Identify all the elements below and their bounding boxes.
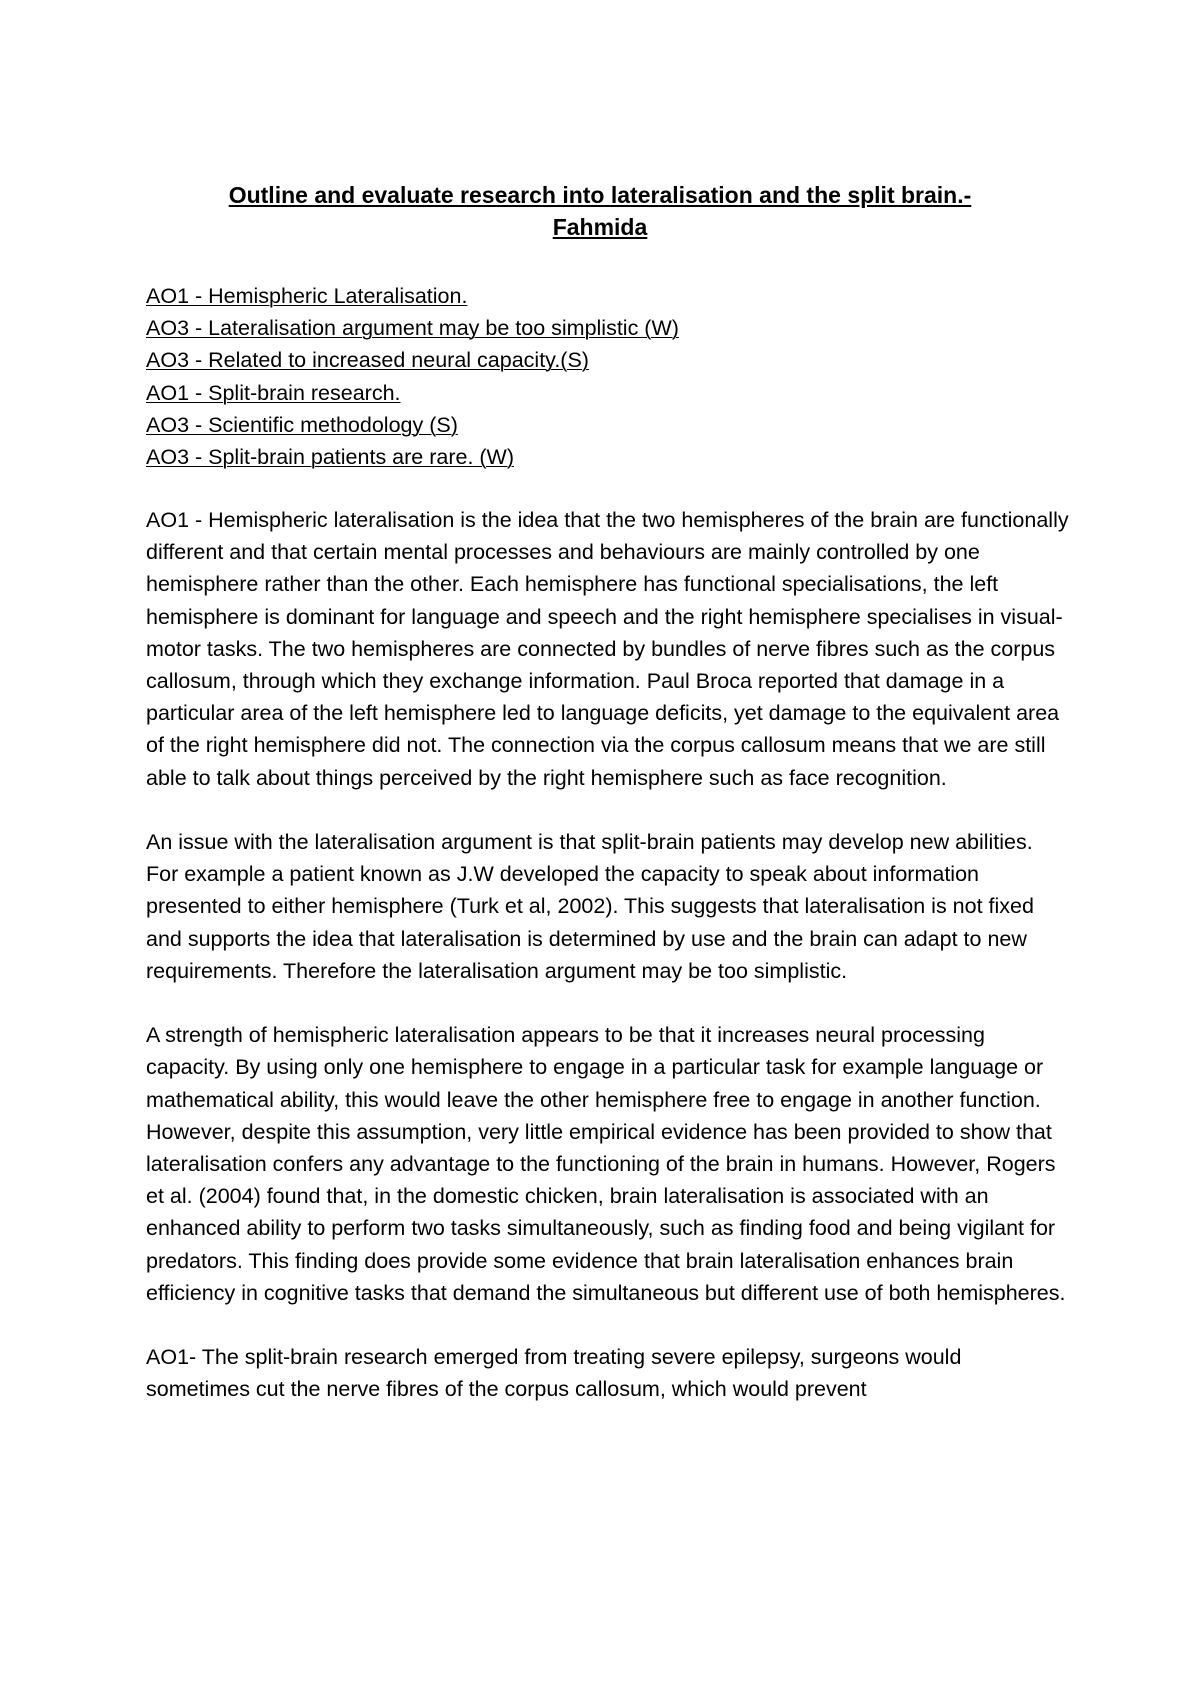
paragraph-ao1-split-brain: AO1- The split-brain research emerged from treating severe epilepsy, surgeons would sometimes cut the nerve fibres of the corpus callosum, which would prevent (146, 1345, 962, 1402)
outline-item: AO3 - Split-brain patients are rare. (W) (146, 445, 515, 470)
outline-item: AO1 - Hemispheric Lateralisation. (146, 284, 468, 308)
outline-item: AO1 - Split-brain research. (146, 380, 401, 405)
paragraph-ao3-neural-capacity: A strength of hemispheric lateralisation appears to be that it increases neural processing capacity. By using only one hemisphere to engage in a particular task for example language or mathematical ability, this would leave the other hemisphere free to engage in another function. However, despite this assumption, very little empirical evidence has been provided to show that lateralisation confers any advantage to the functioning of the brain in humans. However, Rogers et al. (2004) found that, in the domestic chicken, brain lateralisation is associated with an enhanced ability to perform two tasks simultaneously, such as finding food and being vigilant for predators. This finding does provide some evidence that brain lateralisation enhances brain efficiency in cognitive tasks that demand the simultaneous but different use of both hemispheres. (146, 1023, 1066, 1305)
paragraph-ao3-simplistic: An issue with the lateralisation argument is that split-brain patients may develop new abilities. For example a patient known as J.W developed the capacity to speak about information presented to either hemisphere (Turk et al, 2002). This suggests that lateralisation is not fixed and supports the idea that lateralisation is determined by use and the brain can adapt to new requirements. Therefore the lateralisation argument may be too simplistic. (146, 830, 1034, 983)
title-line-2: Fahmida (552, 214, 648, 240)
outline-item: AO3 - Lateralisation argument may be too simplistic (W) (146, 316, 679, 341)
essay-outline (146, 280, 679, 473)
essay-body (146, 504, 1070, 1438)
title-line-1: Outline and evaluate research into lateralisation and the split brain.- (228, 182, 972, 208)
document-title (146, 179, 1054, 243)
paragraph-ao1-lateralisation: AO1 - Hemispheric lateralisation is the idea that the two hemispheres of the brain are functionally different and that certain mental processes and behaviours are mainly controlled by one hemisphere rather than the other. Each hemisphere has functional specialisations, the left hemisphere is dominant for language and speech and the right hemisphere specialises in visual-motor tasks. The two hemispheres are connected by bundles of nerve fibres such as the corpus callosum, through which they exchange information. Paul Broca reported that damage in a particular area of the left hemisphere led to language deficits, yet damage to the equivalent area of the right hemisphere did not. The connection via the corpus callosum means that we are still able to talk about things perceived by the right hemisphere such as face recognition. (146, 508, 1069, 790)
outline-item: AO3 - Scientific methodology (S) (146, 412, 458, 437)
outline-item: AO3 - Related to increased neural capacity.(S) (146, 348, 589, 373)
